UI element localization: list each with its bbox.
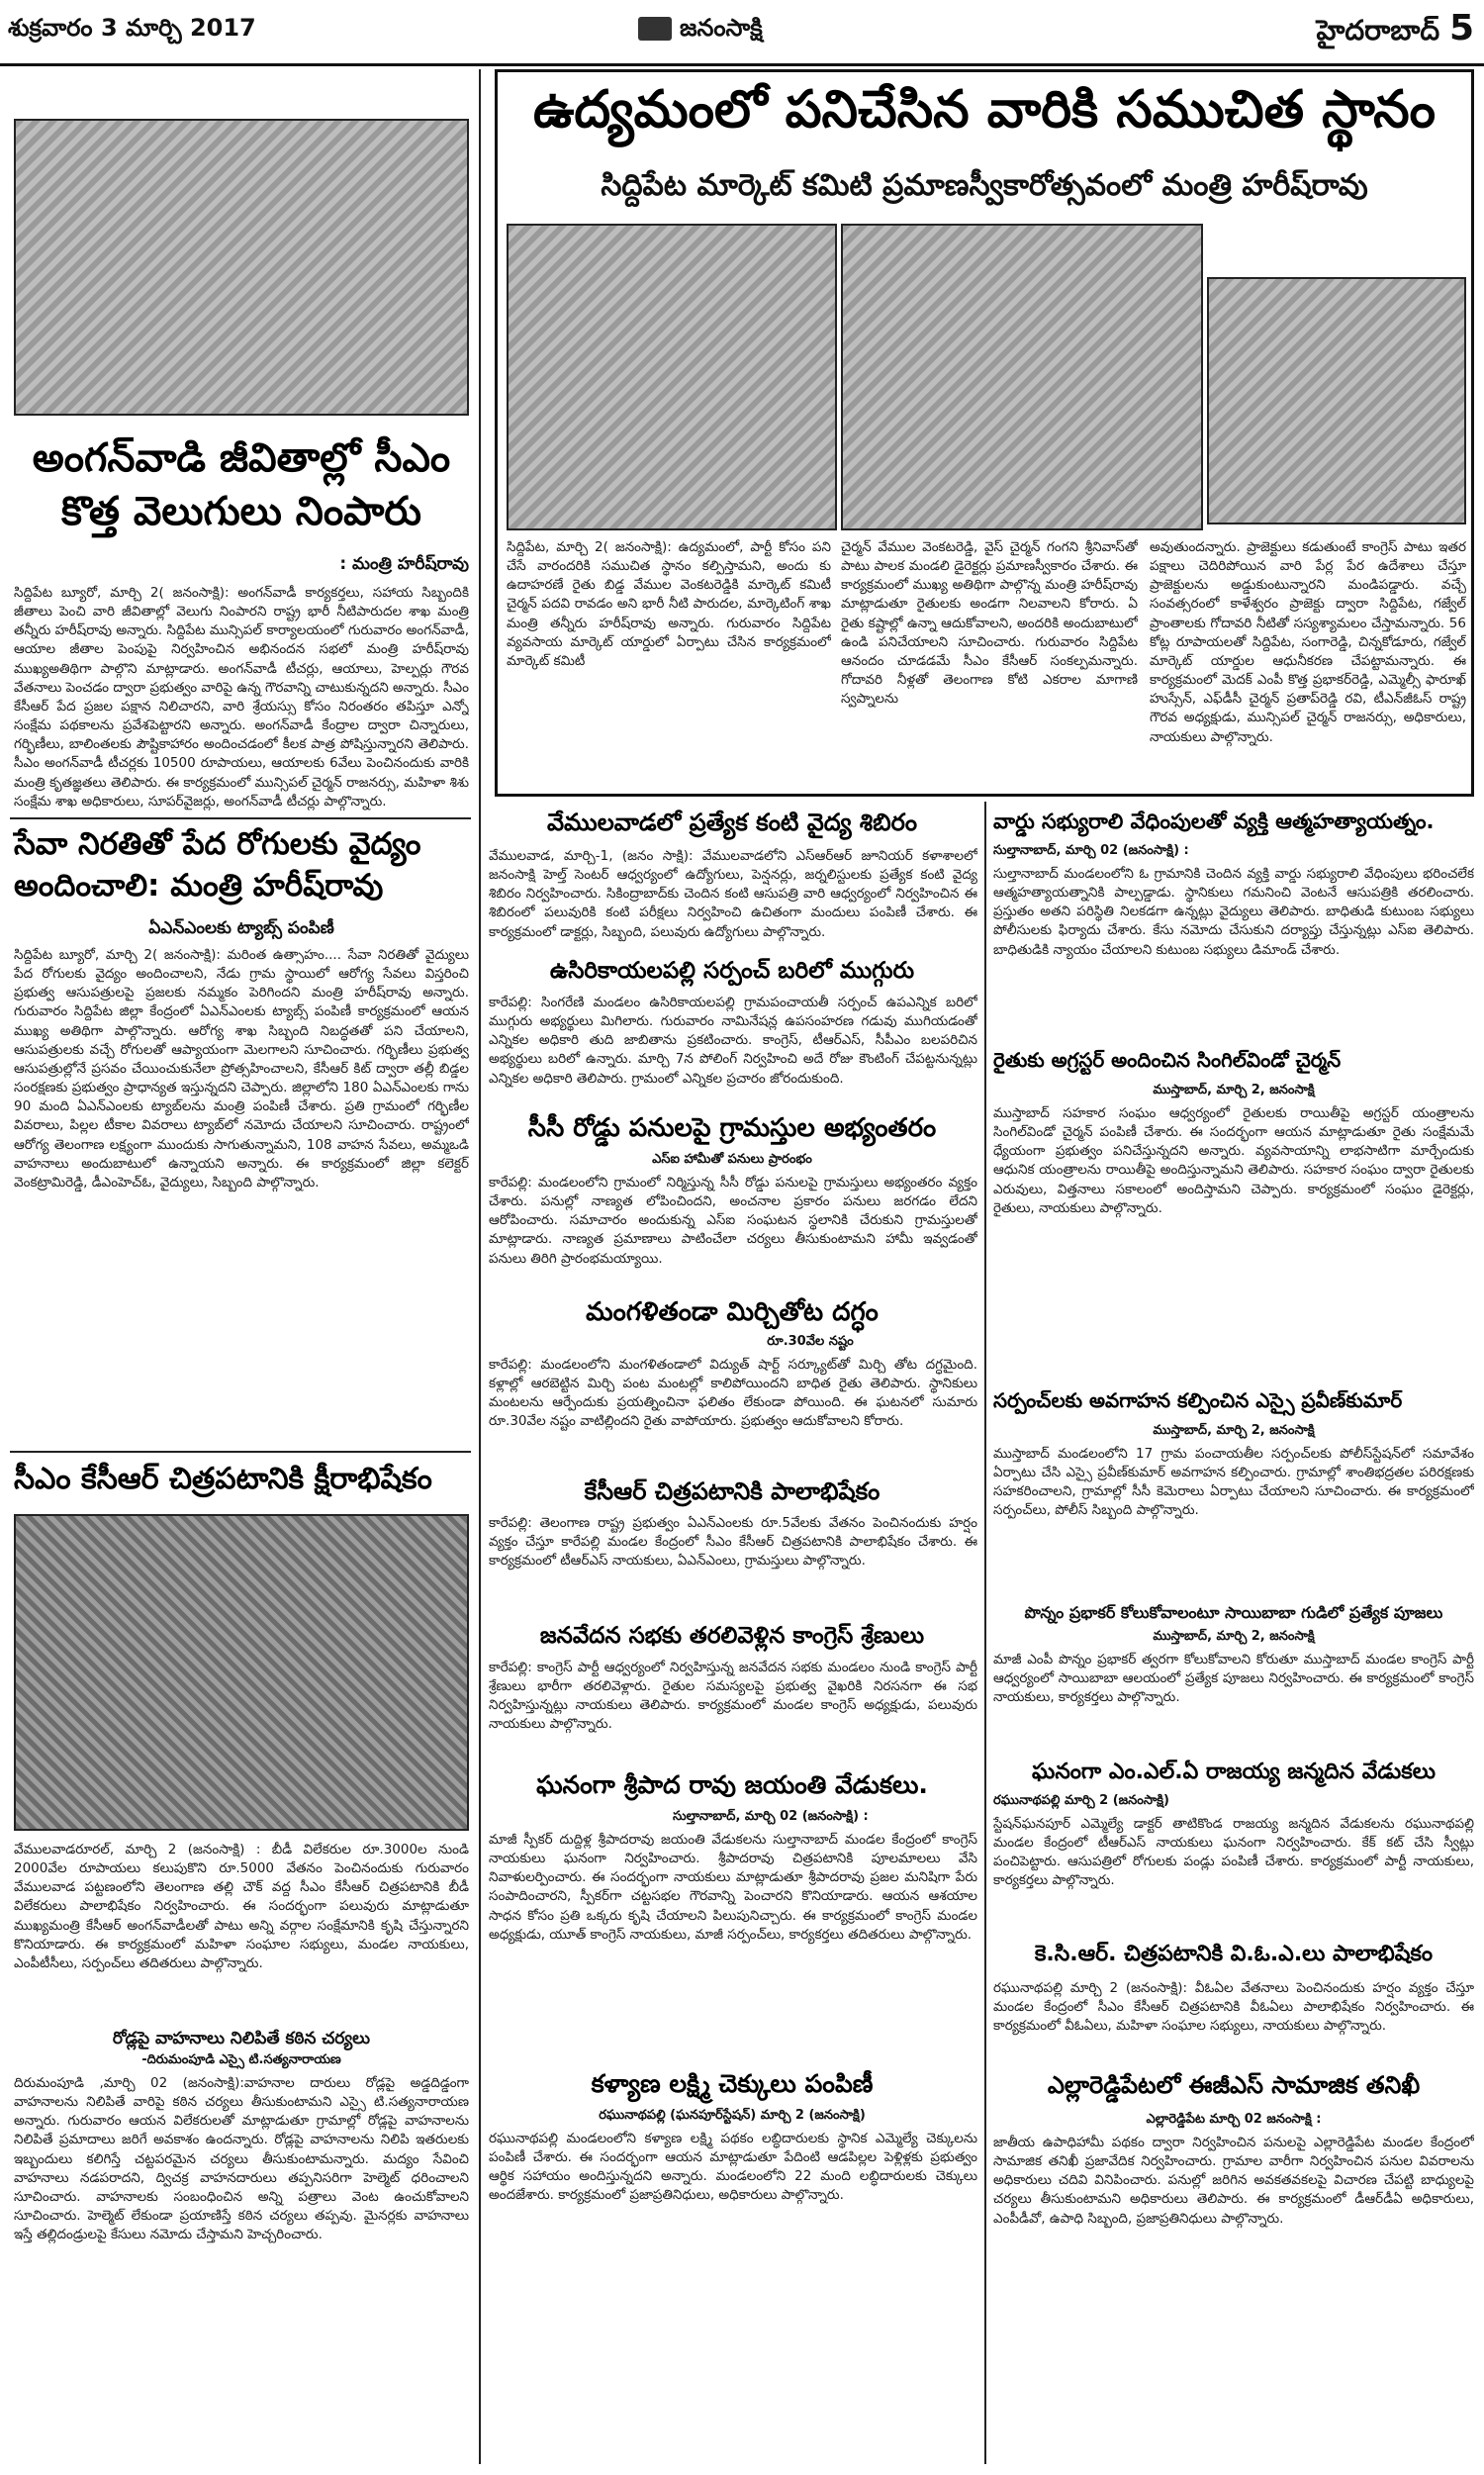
story-body: స్టేషన్‌ఘనపూర్ ఎమ్మెల్యే డాక్టర్ తాటికొండ రాజయ్య జన్మదిన వేడుకలను రఘునాథపల్లి మండల కేంద్రంలో టీఆర్ఎస్ నాయకులు ఘనంగా నిర్వహించారు. కేక్ కట్ చేసి స్వీట్లు పంచిపెట్టారు. ఆసుపత్రిలో రోగులకు పండ్లు పంపిణీ చేశారు. కార్యక్రమంలో పార్టీ నాయకులు, కార్యకర్తలు పాల్గొన్నారు. <box>993 1816 1474 1889</box>
story-headline: ఉసిరికాయలపల్లి సర్పంచ్ బరిలో ముగ్గురు <box>549 958 915 984</box>
story-headline: రైతుకు అగ్రస్టర్ అందించిన సింగిల్‌విండో చైర్మన్ <box>993 1048 1342 1072</box>
column-divider <box>479 69 481 2464</box>
story-body: ముస్తాబాద్ మండలంలోని 17 గ్రామ పంచాయతీల సర్పంచ్‌లకు పోలీస్‌స్టేషన్‌లో సమావేశం ఏర్పాటు చేసి ఎస్సై ప్రవీణ్‌కుమార్ అవగాహన కల్పించారు. గ్రామాల్లో శాంతిభద్రతల పరిరక్షణకు సహకరించాలని, గ్రామాల్లో సీసీ కెమెరాలు ఏర్పాటు చేయాలని సూచించారు. ఈ కార్యక్రమంలో సర్పంచ్‌లు, పోలీస్ సిబ్బంది పాల్గొన్నారు. <box>993 1446 1474 1519</box>
story-headline: ఘనంగా ఎం.ఎల్.ఏ రాజయ్య జన్మదిన వేడుకలు <box>1032 1760 1436 1784</box>
story-headline: జనవేదన సభకు తరలివెళ్లిన కాంగ్రెస్ శ్రేణులు <box>539 1623 925 1649</box>
story-subheadline: రోడ్లపై వాహనాలు నిలిపితే కఠిన చర్యలు <box>112 2029 371 2048</box>
story-body: సిద్దిపేట బ్యూరో, మార్చి 2( జనంసాక్షి): మరింత ఉత్సాహం.... సేవా నిరతితో వైద్యులు పేద రోగులకు వైద్యం అందించాలని, నేడు గ్రామ స్థాయిలో ఆరోగ్య సేవలు విస్తరించి ప్రభుత్వ ఆసుపత్రులపై ప్రజలకు నమ్మకం పెరిగిందని మంత్రి హరీష్‌రావు అన్నారు. గురువారం సిద్దిపేట జిల్లా కేంద్రంలో ఏఎన్ఎంలకు ట్యాబ్స్ పంపిణీ కార్యక్రమంలో ఆయన ముఖ్య అతిథిగా పాల్గొన్నారు. ఆరోగ్య శాఖ సిబ్బంది నిబద్ధతతో పని చేయాలని, ఆసుపత్రులకు వచ్చే రోగులతో ఆప్యాయంగా మెలగాలని సూచించారు. గర్భిణీలు ప్రభుత్వ ఆసుపత్రుల్లోనే ప్రసవం చేయించుకునేలా ప్రోత్సహించాలని, కేసీఆర్ కిట్ ద్వారా తల్లీ బిడ్డల సంరక్షణకు ప్రభుత్వం ప్రాధాన్యత ఇస్తున్నదని చెప్పారు. జిల్లాలోని 180 ఏఎన్ఎంలకు గాను 90 మంది ఏఎన్ఎంలకు ట్యాబ్‌లను మంత్రి పంపిణీ చేశారు. ప్రతి గ్రామంలో గర్భిణీల వివరాలు, పిల్లల టీకాల వివరాలు ట్యాబ్‌లో నమోదు చేయాలని సూచించారు. రాష్ట్రంలో ఆరోగ్య తెలంగాణ లక్ష్యంగా ముందుకు సాగుతున్నామని, 108 వాహన సేవలు, అమ్మఒడి వాహనాలు అందుబాటులో ఉన్నాయని అన్నారు. ఈ కార్యక్రమంలో జిల్లా కలెక్టర్ వెంకట్రామిరెడ్డి, డీఎంహెచ్ఓ, వైద్యులు, సిబ్బంది పాల్గొన్నారు. <box>14 947 469 1190</box>
story-headline: సర్పంచ్‌లకు అవగాహన కల్పించిన ఎస్సై ప్రవీణ్‌కుమార్ <box>993 1388 1403 1412</box>
story-headline: కె.సి.ఆర్. చిత్రపటానికి వి.ఓ.ఎ.లు పాలాభిషేకం <box>1034 1942 1434 1966</box>
story-body: రఘునాథపల్లి మార్చి 2 (జనంసాక్షి): వీఓఏల వేతనాలు పెంచినందుకు హర్షం వ్యక్తం చేస్తూ మండల కేంద్రంలో సీఎం కేసీఆర్ చిత్రపటానికి వీఓఏలు పాలాభిషేకం నిర్వహించారు. ఈ కార్యక్రమంలో వీఓఏలు, మహిళా సంఘాల సభ్యులు, నాయకులు పాల్గొన్నారు. <box>993 1980 1474 2035</box>
story-headline <box>14 435 469 534</box>
story-body: కారేపల్లి: సింగరేణి మండలం ఉసిరికాయలపల్లి గ్రామపంచాయతీ సర్పంచ్ ఉపఎన్నిక బరిలో ముగ్గురు అభ్యర్థులు మిగిలారు. గురువారం నామినేషన్ల ఉపసంహరణ గడువు ముగియడంతో ఎన్నికల అధికారి తుది జాబితాను ప్రకటించారు. కాంగ్రెస్, టీఆర్ఎస్, సీపీఎం బలపరిచిన అభ్యర్థులు బరిలో ఉన్నారు. మార్చి 7న పోలింగ్ నిర్వహించి అదే రోజు కౌంటింగ్ చేపట్టనున్నట్లు ఎన్నికల అధికారి తెలిపారు. గ్రామంలో ఎన్నికల ప్రచారం జోరందుకుంది. <box>489 995 977 1087</box>
story-headline: సీసీ రోడ్డు పనులపై గ్రామస్తుల అభ్యంతరం <box>527 1113 937 1143</box>
story-byline: ముస్తాబాద్, మార్చి 2, జనంసాక్షి <box>1153 1629 1315 1644</box>
section-divider <box>10 1451 471 1453</box>
story-body: మాజీ స్పీకర్ దుద్దిళ్ల శ్రీపాదరావు జయంతి వేడుకలను సుల్తానాబాద్ మండల కేంద్రంలో కాంగ్రెస్ నాయకులు ఘనంగా నిర్వహించారు. శ్రీపాదరావు చిత్రపటానికి పూలమాలలు వేసి నివాళులర్పించారు. ఈ సందర్భంగా నాయకులు మాట్లాడుతూ శ్రీపాదరావు ప్రజల మనిషిగా పేరు సంపాదించారని, స్పీకర్‌గా చట్టసభల గౌరవాన్ని పెంచారని కొనియాడారు. ఆయన ఆశయాల సాధన కోసం ప్రతి ఒక్కరు కృషి చేయాలని పిలుపునిచ్చారు. ఈ కార్యక్రమంలో కాంగ్రెస్ మండల అధ్యక్షుడు, యూత్ కాంగ్రెస్ నాయకులు, మాజీ సర్పంచ్‌లు, కార్యకర్తలు తదితరులు పాల్గొన్నారు. <box>489 1832 977 1943</box>
story-byline: ఎల్లారెడ్డిపేట మార్చి 02 జనంసాక్షి : <box>1146 2112 1322 2127</box>
lead-photo-felicitation-2 <box>841 224 1203 530</box>
story-body: రఘునాథపల్లి మండలంలోని కళ్యాణ లక్ష్మి పథకం లబ్ధిదారులకు స్థానిక ఎమ్మెల్యే చెక్కులను పంపిణీ చేశారు. ఈ సందర్భంగా ఆయన మాట్లాడుతూ పేదింటి ఆడపిల్లల పెళ్లిళ్లకు ప్రభుత్వం ఆర్థిక సహాయం అందిస్తున్నదని అన్నారు. మండలంలోని 22 మంది లబ్ధిదారులకు చెక్కులు అందజేశారు. కార్యక్రమంలో ప్రజాప్రతినిధులు, అధికారులు పాల్గొన్నారు. <box>489 2131 977 2204</box>
story-body: సిద్దిపేట బ్యూరో, మార్చి 2( జనంసాక్షి): అంగన్‌వాడీ కార్యకర్తలు, సహాయ సిబ్బందికి జీతాలు పెంచి వారి జీవితాల్లో వెలుగు నింపారని రాష్ట్ర భారీ నీటిపారుదల శాఖ మంత్రి తన్నీరు హరీష్‌రావు అన్నారు. సిద్దిపేట మున్సిపల్ కార్యాలయంలో గురువారం అంగన్‌వాడీ, ఆయాల జీతాల పెంపుపై నిర్వహించిన అభినందన సభలో మంత్రి హరీష్‌రావు ముఖ్యఅతిథిగా పాల్గొని మాట్లాడారు. అంగన్‌వాడీ టీచర్లు, ఆయాలు, హెల్పర్లు గౌరవ వేతనాలు పెంచడం ద్వారా ప్రభుత్వం వారిపై ఉన్న గౌరవాన్ని చాటుకున్నదని అన్నారు. సీఎం కేసీఆర్ పేద ప్రజల పక్షాన నిలిచారని, వారి శ్రేయస్సు కోసం నిరంతరం తపిస్తూ ఎన్నో సంక్షేమ పథకాలను ప్రవేశపెట్టారని అన్నారు. అంగన్‌వాడీ కేంద్రాల ద్వారా చిన్నారులు, గర్భిణీలు, బాలింతలకు పౌష్టికాహారం అందించడంలో కీలక పాత్ర పోషిస్తున్నారని తెలిపారు. సీఎం అంగన్‌వాడీ టీచర్లకు 10500 రూపాయలు, ఆయాలకు 6వేలు పెంచినందుకు వారికి మంత్రి కృతజ్ఞతలు తెలిపారు. ఈ కార్యక్రమంలో మున్సిపల్ చైర్మన్ రాజనర్సు, మహిళా శిశు సంక్షేమ శాఖ అధికారులు, సూపర్‌వైజర్లు, అంగన్‌వాడీ టీచర్లు పాల్గొన్నారు. <box>14 585 469 809</box>
story-headline <box>14 827 469 904</box>
headline-line: కొత్త వెలుగులు నింపారు <box>61 489 421 534</box>
story-headline: మంగళితండా మిర్చితోట దగ్ధం <box>586 1297 879 1327</box>
story-kicker: ఎస్ఐ హామీతో పనులు ప్రారంభం <box>652 1152 812 1167</box>
story-kicker: ఏఎన్ఎంలకు ట్యాబ్స్ పంపిణీ <box>148 918 334 938</box>
story-headline: ఎల్లారెడ్డిపేటలో ఈజీఎస్ సామాజిక తనిఖీ <box>1047 2071 1421 2099</box>
paper-logo-icon <box>638 17 672 41</box>
story-body: మాజీ ఎంపీ పొన్నం ప్రభాకర్ త్వరగా కోలుకోవాలని కోరుతూ ముస్తాబాద్ మండల కాంగ్రెస్ పార్టీ ఆధ్వర్యంలో సాయిబాబా ఆలయంలో ప్రత్యేక పూజలు నిర్వహించారు. ఈ కార్యక్రమంలో కాంగ్రెస్ నాయకులు, కార్యకర్తలు పాల్గొన్నారు. <box>993 1652 1474 1706</box>
story-kicker: రూ.30వేల నష్టం <box>767 1334 854 1349</box>
milk-abhishekam-photo <box>14 1514 469 1831</box>
story-body: జాతీయ ఉపాధిహామీ పథకం ద్వారా నిర్వహించిన పనులపై ఎల్లారెడ్డిపేట మండల కేంద్రంలో సామాజిక తనిఖీ ప్రజావేదిక నిర్వహించారు. గ్రామాల వారీగా నిర్వహించిన పనుల వివరాలను అధికారులు చదివి వినిపించారు. పనుల్లో జరిగిన అవకతవకలపై విచారణ చేపట్టి బాధ్యులపై చర్యలు తీసుకుంటామని అధికారులు తెలిపారు. ఈ కార్యక్రమంలో డీఆర్‌డీఏ అధికారులు, ఎంపీడీవో, ఉపాధి సిబ్బంది, ప్రజాప్రతినిధులు పాల్గొన్నారు. <box>993 2135 1474 2227</box>
page-number: 5 <box>1448 8 1474 48</box>
story-headline: వేములవాడలో ప్రత్యేక కంటి వైద్య శిబిరం <box>546 809 918 836</box>
story-headline: సీఎం కేసీఆర్ చిత్రపటానికి క్షీరాభిషేకం <box>14 1462 432 1496</box>
story-attribution: : మంత్రి హరీష్‌రావు <box>339 554 469 574</box>
story-body: ముస్తాబాద్ సహకార సంఘం ఆధ్వర్యంలో రైతులకు రాయితీపై అగ్రస్టర్ యంత్రాలను సింగిల్‌విండో చైర్మన్ పంపిణీ చేశారు. ఈ సందర్భంగా ఆయన మాట్లాడుతూ రైతు సంక్షేమమే ధ్యేయంగా ప్రభుత్వం పనిచేస్తున్నదని అన్నారు. వ్యవసాయాన్ని లాభసాటిగా మార్చేందుకు ఆధునిక యంత్రాలను రాయితీపై అందిస్తున్నామని తెలిపారు. సహకార సంఘం ద్వారా రైతులకు ఎరువులు, విత్తనాలు సకాలంలో అందిస్తామని చెప్పారు. కార్యక్రమంలో సంఘం డైరెక్టర్లు, రైతులు, నాయకులు పాల్గొన్నారు. <box>993 1105 1474 1216</box>
story-body: దిరుమంపూడి ,మార్చి 02 (జనంసాక్షి):వాహనాల దారులు రోడ్లపై అడ్డదిడ్డంగా వాహనాలను నిలిపితే వారిపై కఠిన చర్యలు తీసుకుంటామని ఎస్సై టి.సత్యనారాయణ అన్నారు. గురువారం ఆయన విలేకరులతో మాట్లాడుతూ గ్రామాల్లో రోడ్లపై వాహనాలను నిలిపితే ప్రమాదాలు జరిగే అవకాశం ఉందన్నారు. రోడ్లపై వాహనాలను నిలిపి ఇతరులకు ఇబ్బందులు కలిగిస్తే చట్టపరమైన చర్యలు తీసుకుంటామన్నారు. మద్యం సేవించి వాహనాలు నడపరాదని, ద్విచక్ర వాహనదారులు తప్పనిసరిగా హెల్మెట్ ధరించాలని సూచించారు. వాహనాలకు సంబంధించిన అన్ని పత్రాలు వెంట ఉంచుకోవాలని సూచించారు. హెల్మెట్ లేకుండా ప్రయాణిస్తే కఠిన చర్యలు తప్పవు. మైనర్లకు వాహనాలు ఇస్తే తల్లిదండ్రులపై కేసులు నమోదు చేస్తామని హెచ్చరించారు. <box>14 2075 469 2243</box>
lead-body-right: అవుతుందన్నారు. ప్రాజెక్టులు కడుతుంటే కాంగ్రెస్ పాటు ఇతర పక్షాలు చెదిరిపోయిన వారి పేర్ల పేర ఉదేశాలు చేస్తూ ప్రాజెక్టులను అడ్డుకుంటున్నారని మండిపడ్డారు. వచ్చే సంవత్సరంలో కాళేశ్వరం ప్రాజెక్టు ద్వారా సిద్దిపేట, గజ్వేల్ ప్రాంతాలకు గోదావరి నీటితో సస్యశ్యామలం చేస్తామన్నారు. 56 కోట్ల రూపాయలతో సిద్దిపేట, సంగారెడ్డి, చిన్నకోడూరు, గజ్వేల్ మార్కెట్ యార్డుల ఆధునీకరణ చేపట్టామన్నారు. ఈ కార్యక్రమంలో మెదక్ ఎంపీ కొత్త ప్రభాకర్‌రెడ్డి, ఎమ్మెల్సీ ఫారూఖ్ హుస్సేన్, ఎఫ్‌డీసీ చైర్మన్ ప్రతాప్‌రెడ్డి రవి, టీఎన్‌జీఓస్ రాష్ట్ర గౌరవ అధ్యక్షుడు, మున్సిపల్ చైర్మన్ రాజనర్సు, అధికారులు, నాయకులు పాల్గొన్నారు. <box>1150 539 1466 745</box>
story-byline: రఘునాథపల్లి మార్చి 2 (జనంసాక్షి) <box>993 1793 1169 1808</box>
story-byline: ముస్తాబాద్, మార్చి 2, జనంసాక్షి <box>1153 1423 1315 1438</box>
story-headline: వార్డు సభ్యురాలి వేధింపులతో వ్యక్తి ఆత్మహత్యాయత్నం. <box>993 809 1435 833</box>
story-headline: ఘనంగా శ్రీపాద రావు జయంతి వేడుకలు. <box>536 1770 928 1799</box>
anganwadi-event-photo <box>14 119 469 416</box>
issue-date: శుక్రవారం 3 మార్చి 2017 <box>8 14 256 42</box>
lead-body-middle: చైర్మన్ వేముల వెంకటరెడ్డి, వైస్ చైర్మన్ గంగని శ్రీనివాస్‌తో పాటు పాలక మండలి డైరెక్టర్లు ప్రమాణస్వీకారం చేశారు. ఈ కార్యక్రమంలో ముఖ్య అతిథిగా పాల్గొన్న మంత్రి హరీష్‌రావు మాట్లాడుతూ రైతులకు అండగా నిలవాలని కోరారు. ఏ రైతు కష్టాల్లో ఉన్నా ఆదుకోవాలని, అందరికి అందుబాటులో ఉండి పనిచేయాలని సూచించారు. గురువారం సిద్దిపేట ఆనందం చూడడమే సీఎం కేసీఆర్ సంకల్పమన్నారు. గోదావరి నీళ్లతో తెలంగాణ కోటి ఎకరాల మాగాణి స్వప్నాలను <box>841 539 1138 708</box>
city-name: హైదరాబాద్ <box>1316 14 1440 47</box>
story-body: వేములవాడరూరల్, మార్చి 2 (జనంసాక్షి) : బీడీ విలేకరుల రూ.3000ల నుండి 2000వేల రూపాయలు కలుపుకొని రూ.5000 వేతనం పెంచినందుకు గురువారం వేములవాడ పట్టణంలోని తెలంగాణ తల్లి చౌక్ వద్ద సీఎం కేసీఆర్ చిత్రపటానికి బీడీ విలేకరులు పాలాభిషేకం నిర్వహించారు. ఈ సందర్భంగా పలువురు మాట్లాడుతూ ముఖ్యమంత్రి కేసీఆర్ అంగన్‌వాడీలతో పాటు అన్ని వర్గాల సంక్షేమానికి కృషి చేస్తున్నారని కొనియాడారు. ఈ కార్యక్రమంలో మహిళా సంఘాల సభ్యులు, మండల నాయకులు, ఎంపీటీసీలు, సర్పంచ్‌లు తదితరులు పాల్గొన్నారు. <box>14 1842 469 1971</box>
story-body: కారేపల్లి: మండలంలోని మంగళితండాలో విద్యుత్ షార్ట్ సర్క్యూట్‌తో మిర్చి తోట దగ్ధమైంది. కళ్లాల్లో ఆరబెట్టిన మిర్చి పంట మంటల్లో కాలిపోయిందని బాధిత రైతు తెలిపారు. స్థానికులు మంటలను ఆర్పేందుకు ప్రయత్నించినా ఫలితం లేకుండా పోయింది. ఈ ఘటనలో సుమారు రూ.30వేల నష్టం వాటిల్లిందని రైతు వాపోయారు. ప్రభుత్వం ఆదుకోవాలని కోరారు. <box>489 1357 977 1430</box>
lead-photo-felicitation-1 <box>507 224 837 530</box>
section-divider <box>10 817 471 819</box>
story-body: కారేపల్లి: కాంగ్రెస్ పార్టీ ఆధ్వర్యంలో నిర్వహిస్తున్న జనవేదన సభకు మండలం నుండి కాంగ్రెస్ పార్టీ శ్రేణులు భారీగా తరలివెళ్లారు. రైతుల సమస్యలపై ప్రభుత్వ వైఖరికి నిరసనగా ఈ సభ నిర్వహిస్తున్నట్లు నాయకులు తెలిపారు. కార్యక్రమంలో మండల కాంగ్రెస్ అధ్యక్షుడు, పలువురు నాయకులు పాల్గొన్నారు. <box>489 1660 977 1733</box>
lead-subheadline: సిద్దిపేట మార్కెట్ కమిటి ప్రమాణస్వీకారోత్సవంలో మంత్రి హరీష్‌రావు <box>601 168 1368 203</box>
headline-line: అంగన్‌వాడి జీవితాల్లో సీఎం <box>32 435 451 481</box>
lead-headline: ఉద్యమంలో పనిచేసిన వారికి సముచిత స్థానం <box>532 80 1437 140</box>
story-byline: రఘునాథపల్లి (ఘనపూర్‌స్టేషన్‌) మార్చి 2 (జనంసాక్షి) <box>599 2108 866 2123</box>
story-headline: కళ్యాణ లక్ష్మి చెక్కులు పంపిణీ <box>591 2069 874 2098</box>
story-headline: కేసీఆర్ చిత్రపటానికి పాలాభిషేకం <box>584 1477 881 1505</box>
headline-line: అందించాలి: మంత్రి హరీష్‌రావు <box>14 867 384 904</box>
story-headline: పొన్నం ప్రభాకర్ కోలుకోవాలంటూ సాయిబాబా గుడిలో ప్రత్యేక పూజలు <box>1024 1603 1443 1622</box>
story-body: వేములవాడ, మార్చి-1, (జనం సాక్షి): వేములవాడలోని ఎస్‌ఆర్‌ఆర్ జూనియర్ కళాశాలలో జనంసాక్షి హెల్త్ సెంటర్ ఆధ్వర్యంలో ఉద్యోగులు, పెన్షనర్లు, జర్నలిస్టులకు ప్రత్యేక కంటి వైద్య శిబిరం నిర్వహించారు. సికింద్రాబాద్‌కు చెందిన కంటి ఆసుపత్రి వారి ఆధ్వర్యంలో నిర్వహించిన ఈ శిబిరంలో పలువురికి కంటి పరీక్షలు నిర్వహించి ఉచితంగా మందులు పంపిణీ చేశారు. ఈ కార్యక్రమంలో డాక్టర్లు, సిబ్బంది, పలువురు ఉద్యోగులు పాల్గొన్నారు. <box>489 848 977 940</box>
story-body: సుల్తానాబాద్ మండలంలోని ఓ గ్రామానికి చెందిన వ్యక్తి వార్డు సభ్యురాలి వేధింపులు భరించలేక ఆత్మహత్యాయత్నానికి పాల్పడ్డాడు. స్థానికులు గమనించి వెంటనే ఆసుపత్రికి తరలించారు. ప్రస్తుతం అతని పరిస్థితి నిలకడగా ఉన్నట్లు వైద్యులు తెలిపారు. బాధితుడి కుటుంబ సభ్యులు పోలీసులకు ఫిర్యాదు చేశారు. కేసు నమోదు చేసుకుని దర్యాప్తు చేస్తున్నట్లు ఎస్ఐ తెలిపారు. బాధితుడికి న్యాయం చేయాలని కుటుంబ సభ్యులు డిమాండ్ చేశారు. <box>993 866 1474 958</box>
story-byline: -దిరుమంపూడి ఎస్సై టి.సత్యనారాయణ <box>141 2052 341 2067</box>
headline-line: సేవా నిరతితో పేద రోగులకు వైద్యం <box>14 826 421 862</box>
story-body: కారేపల్లి: మండలంలోని గ్రామంలో నిర్మిస్తున్న సీసీ రోడ్డు పనులపై గ్రామస్తులు అభ్యంతరం వ్యక్తం చేశారు. పనుల్లో నాణ్యత లోపించిందని, అంచనాల ప్రకారం పనులు జరగడం లేదని ఆరోపించారు. సమాచారం అందుకున్న ఎస్ఐ సంఘటన స్థలానికి చేరుకుని గ్రామస్తులతో మాట్లాడారు. నాణ్యత ప్రమాణాలు పాటించేలా చర్యలు తీసుకుంటామని హామీ ఇవ్వడంతో పనులు తిరిగి ప్రారంభమయ్యాయి. <box>489 1175 977 1267</box>
lead-photo-stage <box>1207 277 1466 524</box>
lead-body-left: సిద్దిపేట, మార్చి 2( జనంసాక్షి): ఉద్యమంలో, పార్టీ కోసం పని చేసే వారందరికి సముచిత స్థానం కల్పిస్తామని, అందు కు ఉదాహరణే రైతు బిడ్డ వేముల వెంకటరెడ్డికి మార్కెట్ కమిటీ చైర్మన్ పదవి రావడం అని భారీ నీటి పారుదల, మార్కెటింగ్ శాఖ మంత్రి తన్నీరు హరీష్‌రావు అన్నారు. గురువారం సిద్దిపేట వ్యవసాయ మార్కెట్ యార్డులో ఏర్పాటు చేసిన కార్యక్రమంలో మార్కెట్ కమిటీ <box>507 539 831 669</box>
column-divider <box>984 802 986 2464</box>
story-byline: సుల్తానాబాద్, మార్చి 02 (జనంసాక్షి) : <box>673 1809 869 1824</box>
paper-name <box>638 14 763 48</box>
story-byline: సుల్తానాబాద్, మార్చి 02 (జనంసాక్షి) : <box>993 843 1189 858</box>
masthead <box>0 0 1484 66</box>
story-body: కారేపల్లి: తెలంగాణ రాష్ట్ర ప్రభుత్వం ఏఎన్ఎంలకు రూ.5వేలకు వేతనం పెంచినందుకు హర్షం వ్యక్తం చేస్తూ కారేపల్లి మండల కేంద్రంలో సీఎం కేసీఆర్ చిత్రపటానికి పాలాభిషేకం చేశారు. ఈ కార్యక్రమంలో టీఆర్ఎస్ నాయకులు, ఏఎన్ఎంలు, గ్రామస్తులు పాల్గొన్నారు. <box>489 1515 977 1570</box>
paper-name-text: జనంసాక్షి <box>680 14 763 42</box>
page-city-number <box>1316 8 1474 53</box>
story-byline: ముస్తాబాద్, మార్చి 2, జనంసాక్షి <box>1153 1083 1315 1097</box>
